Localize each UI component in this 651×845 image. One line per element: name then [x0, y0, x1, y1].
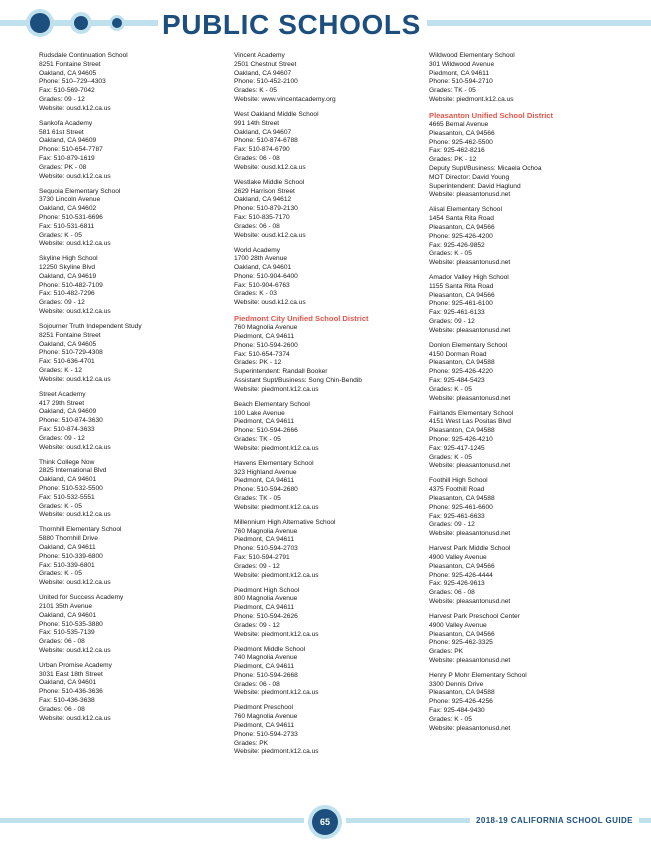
- entry-first-line: Donlon Elementary School: [429, 341, 508, 349]
- entry-line: Website: ousd.k12.ca.us: [39, 375, 111, 383]
- entry-line: 2501 Chestnut Street: [234, 60, 297, 68]
- entry-first-line: Millennium High Alternative School: [234, 518, 336, 526]
- entry-line: Phone: 510-482-7109: [39, 281, 103, 289]
- entry-line: Fax: 925-461-6633: [429, 512, 485, 520]
- entry-line: Phone: 925-426-4200: [429, 232, 493, 240]
- entry-first-line: Urban Promise Academy: [39, 661, 112, 669]
- entry-line: Phone: 510-874-3630: [39, 417, 103, 425]
- entry-line: 1700 28th Avenue: [234, 255, 288, 263]
- entry-line: Grades: PK - 08: [39, 163, 87, 171]
- entry-line: 3031 East 18th Street: [39, 670, 103, 678]
- entry-line: 8251 Fontaine Street: [39, 60, 101, 68]
- entry-line: Oakland, CA 94609: [39, 137, 97, 145]
- entry-line: Grades: 09 - 12: [39, 95, 85, 103]
- entry-line: 4900 Valley Avenue: [429, 621, 487, 629]
- entry-line: 4900 Valley Avenue: [429, 553, 487, 561]
- entry-line: Fax: 925-484-5423: [429, 377, 485, 385]
- entry-line: 5880 Thornhill Drive: [39, 535, 98, 543]
- entry-line: Grades: 06 - 08: [39, 638, 85, 646]
- entry-line: Grades: K - 05: [39, 570, 82, 578]
- entry-line: Oakland, CA 94601: [234, 264, 292, 272]
- school-entry: [429, 477, 629, 539]
- entry-line: Deputy Supt/Business: Micaela Ochoa: [429, 164, 542, 172]
- entry-line: Grades: PK - 12: [429, 156, 477, 164]
- entry-line: Oakland, CA 94605: [39, 340, 97, 348]
- entry-line: Oakland, CA 94607: [234, 69, 292, 77]
- entry-line: Phone: 510-594-2680: [234, 486, 298, 494]
- entry-line: Oakland, CA 94601: [39, 476, 97, 484]
- entry-line: Fax: 510-879-1619: [39, 154, 95, 162]
- entry-line: Phone: 510-729-4308: [39, 349, 103, 357]
- entry-line: Website: pleasantonusd.net: [429, 259, 511, 267]
- entry-line: Grades: K - 05: [429, 715, 472, 723]
- entry-line: Assistant Supt/Business: Song Chin-Bendib: [234, 377, 362, 385]
- entry-line: Grades: K - 05: [234, 87, 277, 95]
- entry-line: Grades: 09 - 12: [429, 318, 475, 326]
- entry-first-line: Westlake Middle School: [234, 178, 305, 186]
- entry-line: Fax: 925-461-6133: [429, 309, 485, 317]
- entry-line: Phone: 510-654-7787: [39, 146, 103, 154]
- entry-line: Website: pleasantonusd.net: [429, 462, 511, 470]
- entry-line: 4375 Foothill Road: [429, 486, 485, 494]
- entry-line: Fax: 510-482-7296: [39, 290, 95, 298]
- entry-line: Phone: 510-904-6400: [234, 272, 298, 280]
- entry-line: Grades: K - 12: [39, 367, 82, 375]
- entry-line: Pleasanton, CA 94588: [429, 689, 495, 697]
- entry-line: Phone: 510-874-6788: [234, 137, 298, 145]
- entry-first-line: Beach Elementary School: [234, 400, 310, 408]
- entry-line: Grades: 09 - 12: [39, 299, 85, 307]
- entry-line: Grades: PK: [429, 648, 464, 656]
- entry-line: 800 Magnolia Avenue: [234, 595, 298, 603]
- entry-line: 991 14th Street: [234, 119, 280, 127]
- entry-line: Grades: TK - 05: [234, 436, 281, 444]
- entry-line: 1454 Santa Rita Road: [429, 215, 494, 223]
- entry-line: Website: www.vincentacademy.org: [234, 95, 336, 103]
- entry-line: Website: piedmont.k12.ca.us: [234, 571, 319, 579]
- school-entry: [234, 519, 434, 581]
- entry-line: Oakland, CA 94605: [39, 69, 97, 77]
- entry-line: Website: pleasantonusd.net: [429, 724, 511, 732]
- entry-line: Pleasanton, CA 94566: [429, 223, 495, 231]
- entry-line: Oakland, CA 94612: [234, 196, 292, 204]
- entry-line: Fax: 510-532-5551: [39, 493, 95, 501]
- entry-line: Phone: 925-462-5500: [429, 138, 493, 146]
- entry-line: Piedmont, CA 94611: [234, 477, 294, 485]
- entry-first-line: Harvest Park Preschool Center: [429, 612, 520, 620]
- entry-line: Pleasanton, CA 94588: [429, 359, 495, 367]
- entry-line: Phone: 925-426-4444: [429, 571, 493, 579]
- entry-line: Fax: 510-654-7374: [234, 350, 290, 358]
- school-entry: [234, 111, 434, 173]
- entry-line: Oakland, CA 94609: [39, 408, 97, 416]
- school-entry: [234, 401, 434, 454]
- entry-line: Oakland, CA 94602: [39, 205, 97, 213]
- entry-first-line: Amador Valley High School: [429, 274, 509, 282]
- entry-line: Fax: 510-531-6811: [39, 222, 95, 230]
- entry-line: Phone: 510-594-2600: [234, 341, 298, 349]
- entry-line: Website: ousd.k12.ca.us: [39, 511, 111, 519]
- school-entry: [39, 323, 239, 385]
- entry-line: Website: piedmont.k12.ca.us: [234, 748, 319, 756]
- guide-title: 2018-19 CALIFORNIA SCHOOL GUIDE: [470, 815, 639, 826]
- district-heading: Pleasanton Unified School District: [429, 110, 554, 120]
- entry-line: Piedmont, CA 94611: [234, 333, 294, 341]
- entry-first-line: Wildwood Elementary School: [429, 52, 515, 59]
- entry-line: Pleasanton, CA 94566: [429, 291, 495, 299]
- entry-line: Fax: 925-484-9430: [429, 707, 485, 715]
- entry-line: Phone: 510-594-2703: [234, 545, 298, 553]
- school-entry: [234, 460, 434, 513]
- entry-line: Website: ousd.k12.ca.us: [39, 443, 111, 451]
- entry-line: 760 Magnolia Avenue: [234, 527, 298, 535]
- entry-line: Fax: 510-535-7139: [39, 629, 95, 637]
- entry-line: Fax: 510-874-6790: [234, 146, 290, 154]
- school-entry: [234, 179, 434, 241]
- entry-line: Oakland, CA 94607: [234, 128, 292, 136]
- entry-first-line: Sequoia Elementary School: [39, 187, 121, 195]
- entry-first-line: 760 Magnolia Avenue: [234, 324, 298, 332]
- entry-line: Website: pleasantonusd.net: [429, 326, 511, 334]
- entry-first-line: Rudsdale Continuation School: [39, 52, 128, 59]
- header-dot-large: [30, 13, 50, 33]
- entry-line: 4151 West Las Positas Blvd: [429, 418, 511, 426]
- entry-line: Grades: PK: [234, 739, 269, 747]
- entry-line: Phone: 510–729–4303: [39, 78, 106, 86]
- page-title: PUBLIC SCHOOLS: [158, 9, 427, 41]
- entry-line: Fax: 510-904-6763: [234, 281, 290, 289]
- entry-line: Phone: 510-452-2100: [234, 78, 298, 86]
- entry-line: 4150 Dorman Road: [429, 350, 487, 358]
- entry-line: Grades: 06 - 08: [429, 589, 475, 597]
- entry-line: Website: pleasantonusd.net: [429, 656, 511, 664]
- entry-line: Oakland, CA 94619: [39, 272, 97, 280]
- entry-line: Phone: 510-594-2733: [234, 730, 298, 738]
- header-dot-medium: [74, 16, 88, 30]
- entry-line: Website: ousd.k12.ca.us: [234, 163, 306, 171]
- entry-line: Phone: 510-436-3636: [39, 688, 103, 696]
- school-entry: [39, 526, 239, 588]
- entry-line: Fax: 510-436-3638: [39, 697, 95, 705]
- school-entry: [39, 594, 239, 656]
- entry-line: Website: ousd.k12.ca.us: [39, 579, 111, 587]
- school-entry: [234, 52, 434, 105]
- entry-line: Pleasanton, CA 94566: [429, 129, 495, 137]
- entry-line: Website: piedmont.k12.ca.us: [234, 630, 319, 638]
- entry-line: Fax: 925-462-8216: [429, 147, 485, 155]
- entry-line: 100 Lake Avenue: [234, 409, 285, 417]
- school-entry: [429, 410, 629, 472]
- school-entry: [429, 342, 629, 404]
- entry-line: Grades: K - 05: [429, 385, 472, 393]
- entry-line: Website: piedmont.k12.ca.us: [234, 503, 319, 511]
- entry-line: Superintendent: Randall Booker: [234, 368, 328, 376]
- column-1: [39, 52, 239, 730]
- header-dot-small: [112, 18, 122, 28]
- entry-line: Grades: 09 - 12: [234, 621, 280, 629]
- entry-first-line: Vincent Academy: [234, 52, 285, 59]
- entry-first-line: Alisal Elementary School: [429, 206, 502, 214]
- entry-first-line: World Academy: [234, 246, 281, 254]
- entry-line: Grades: 09 - 12: [429, 521, 475, 529]
- entry-line: 2629 Harrison Street: [234, 187, 295, 195]
- entry-line: Website: ousd.k12.ca.us: [39, 308, 111, 316]
- entry-line: Phone: 510-594-2668: [234, 671, 298, 679]
- entry-line: Website: piedmont.k12.ca.us: [234, 689, 319, 697]
- entry-first-line: Sankofa Academy: [39, 119, 93, 127]
- school-entry: [429, 274, 629, 336]
- entry-line: Website: pleasantonusd.net: [429, 191, 511, 199]
- entry-line: Piedmont, CA 94611: [234, 663, 294, 671]
- page-header: [0, 0, 651, 46]
- entry-first-line: United for Success Academy: [39, 594, 124, 602]
- entry-line: Grades: 09 - 12: [39, 434, 85, 442]
- entry-line: Grades: K - 03: [234, 290, 277, 298]
- entry-line: Piedmont, CA 94611: [234, 722, 294, 730]
- school-entry: [234, 587, 434, 640]
- school-entry: [429, 206, 629, 268]
- entry-line: 3300 Dennis Drive: [429, 680, 484, 688]
- entry-line: Fax: 925-426-9852: [429, 241, 485, 249]
- school-entry: [39, 662, 239, 724]
- entry-line: Grades: 09 - 12: [234, 562, 280, 570]
- school-entry: [429, 121, 629, 200]
- entry-line: Website: ousd.k12.ca.us: [39, 172, 111, 180]
- entry-line: Fax: 510-636-4701: [39, 358, 95, 366]
- entry-line: Pleasanton, CA 94566: [429, 562, 495, 570]
- entry-line: Fax: 510-835-7170: [234, 213, 290, 221]
- entry-line: 2825 International Blvd: [39, 467, 107, 475]
- district-heading: Piedmont City Unified School District: [234, 314, 369, 324]
- entry-line: 8251 Fontaine Street: [39, 331, 101, 339]
- entry-line: Website: ousd.k12.ca.us: [234, 299, 306, 307]
- school-entry: [429, 672, 629, 734]
- school-entry: [39, 188, 239, 250]
- entry-first-line: Piedmont Middle School: [234, 645, 306, 653]
- footer-rule-left: [0, 818, 304, 823]
- entry-first-line: Havens Elementary School: [234, 459, 314, 467]
- entry-line: Phone: 925-462-3325: [429, 639, 493, 647]
- entry-line: Oakland, CA 94611: [39, 543, 96, 551]
- entry-line: Website: pleasantonusd.net: [429, 530, 511, 538]
- school-entry: [429, 52, 629, 105]
- entry-line: MOT Director: David Young: [429, 173, 510, 181]
- entry-line: Website: ousd.k12.ca.us: [234, 231, 306, 239]
- entry-first-line: Skyline High School: [39, 255, 98, 263]
- entry-first-line: Henry P Mohr Elementary School: [429, 671, 527, 679]
- entry-line: Oakland, CA 94601: [39, 611, 97, 619]
- entry-line: 760 Magnolia Avenue: [234, 713, 298, 721]
- entry-line: Phone: 510-879-2130: [234, 205, 298, 213]
- page-number: 65: [312, 809, 338, 835]
- entry-first-line: Fairlands Elementary School: [429, 409, 514, 417]
- entry-line: Website: pleasantonusd.net: [429, 597, 511, 605]
- entry-line: Phone: 510-535-3880: [39, 620, 103, 628]
- school-entry: [234, 324, 434, 394]
- entry-line: Fax: 510-874-3633: [39, 426, 95, 434]
- entry-first-line: Foothill High School: [429, 477, 488, 485]
- entry-first-line: Think College Now: [39, 458, 95, 466]
- entry-line: 12250 Skyline Blvd: [39, 264, 96, 272]
- entry-line: Pleasanton, CA 94588: [429, 494, 495, 502]
- entry-line: Website: ousd.k12.ca.us: [39, 646, 111, 654]
- entry-line: Website: ousd.k12.ca.us: [39, 240, 111, 248]
- entry-line: Piedmont, CA 94611: [234, 536, 294, 544]
- school-entry: [39, 391, 239, 453]
- column-3: [429, 52, 629, 740]
- entry-line: Grades: K - 05: [429, 250, 472, 258]
- entry-line: Phone: 510-339-6800: [39, 552, 103, 560]
- entry-first-line: West Oakland Middle School: [234, 110, 319, 118]
- school-entry: [234, 704, 434, 757]
- school-entry: [234, 247, 434, 309]
- entry-line: Fax: 925-417-1245: [429, 444, 485, 452]
- entry-first-line: Piedmont Preschool: [234, 704, 294, 712]
- entry-line: Website: pleasantonusd.net: [429, 394, 511, 402]
- entry-line: Oakland, CA 94601: [39, 679, 97, 687]
- entry-line: Website: ousd.k12.ca.us: [39, 714, 111, 722]
- entry-line: Fax: 510-339-6801: [39, 561, 95, 569]
- entry-line: Phone: 925-426-4220: [429, 368, 493, 376]
- entry-line: Pleasanton, CA 94566: [429, 630, 495, 638]
- entry-line: 740 Magnolia Avenue: [234, 654, 298, 662]
- entry-line: Pleasanton, CA 94588: [429, 427, 495, 435]
- entry-first-line: Sojourner Truth Independent Study: [39, 323, 142, 331]
- entry-line: Phone: 925-461-6100: [429, 300, 493, 308]
- entry-first-line: Street Academy: [39, 390, 86, 398]
- entry-line: Superintendent: David Haglund: [429, 182, 521, 190]
- entry-line: Phone: 925-461-6600: [429, 503, 493, 511]
- entry-line: 2101 35th Avenue: [39, 602, 93, 610]
- entry-line: Piedmont, CA 94611: [234, 604, 294, 612]
- entry-line: Grades: 06 - 08: [234, 154, 280, 162]
- entry-line: 581 61st Street: [39, 128, 84, 136]
- entry-line: Website: piedmont.k12.ca.us: [234, 385, 319, 393]
- entry-line: Phone: 510-594-2710: [429, 78, 493, 86]
- entry-line: Website: piedmont.k12.ca.us: [429, 95, 514, 103]
- entry-line: Phone: 925-426-4256: [429, 698, 493, 706]
- school-entry: [429, 545, 629, 607]
- entry-line: 301 Wildwood Avenue: [429, 60, 495, 68]
- entry-line: Grades: K - 05: [39, 502, 82, 510]
- entry-line: 3730 Lincoln Avenue: [39, 196, 101, 204]
- school-entry: [39, 120, 239, 182]
- entry-line: Website: piedmont.k12.ca.us: [234, 444, 319, 452]
- entry-line: Grades: 06 - 08: [234, 680, 280, 688]
- entry-line: Website: ousd.k12.ca.us: [39, 104, 111, 112]
- school-entry: [39, 52, 239, 114]
- entry-first-line: 4665 Bernal Avenue: [429, 120, 489, 128]
- entry-line: Grades: TK - 05: [234, 494, 281, 502]
- entry-line: 323 Highland Avenue: [234, 468, 297, 476]
- entry-line: Phone: 510-531-6696: [39, 213, 103, 221]
- school-entry: [234, 646, 434, 699]
- school-entry: [429, 613, 629, 666]
- entry-line: 1155 Santa Rita Road: [429, 282, 494, 290]
- page-footer: [0, 805, 651, 835]
- entry-line: Fax: 510-594-2791: [234, 553, 290, 561]
- entry-line: Phone: 510-594-2666: [234, 427, 298, 435]
- entry-first-line: Thornhill Elementary School: [39, 526, 122, 534]
- entry-line: Grades: 06 - 08: [234, 222, 280, 230]
- entry-line: Grades: PK - 12: [234, 359, 282, 367]
- entry-line: Grades: 06 - 08: [39, 705, 85, 713]
- entry-line: Grades: K - 05: [39, 231, 82, 239]
- entry-line: Grades: K - 05: [429, 453, 472, 461]
- entry-line: 417 29th Street: [39, 399, 85, 407]
- entry-first-line: Harvest Park Middle School: [429, 545, 511, 553]
- school-entry: [39, 255, 239, 317]
- entry-line: Grades: TK - 05: [429, 87, 476, 95]
- school-entry: [39, 459, 239, 521]
- entry-line: Phone: 510-532-5500: [39, 484, 103, 492]
- entry-line: Fax: 925-426-9613: [429, 580, 485, 588]
- column-2: [234, 52, 434, 763]
- entry-first-line: Piedmont High School: [234, 586, 300, 594]
- entry-line: Phone: 925-426-4210: [429, 436, 493, 444]
- entry-line: Fax: 510-569-7042: [39, 87, 95, 95]
- entry-line: Phone: 510-594-2626: [234, 612, 298, 620]
- entry-line: Piedmont, CA 94611: [234, 418, 294, 426]
- entry-line: Piedmont, CA 94611: [429, 69, 489, 77]
